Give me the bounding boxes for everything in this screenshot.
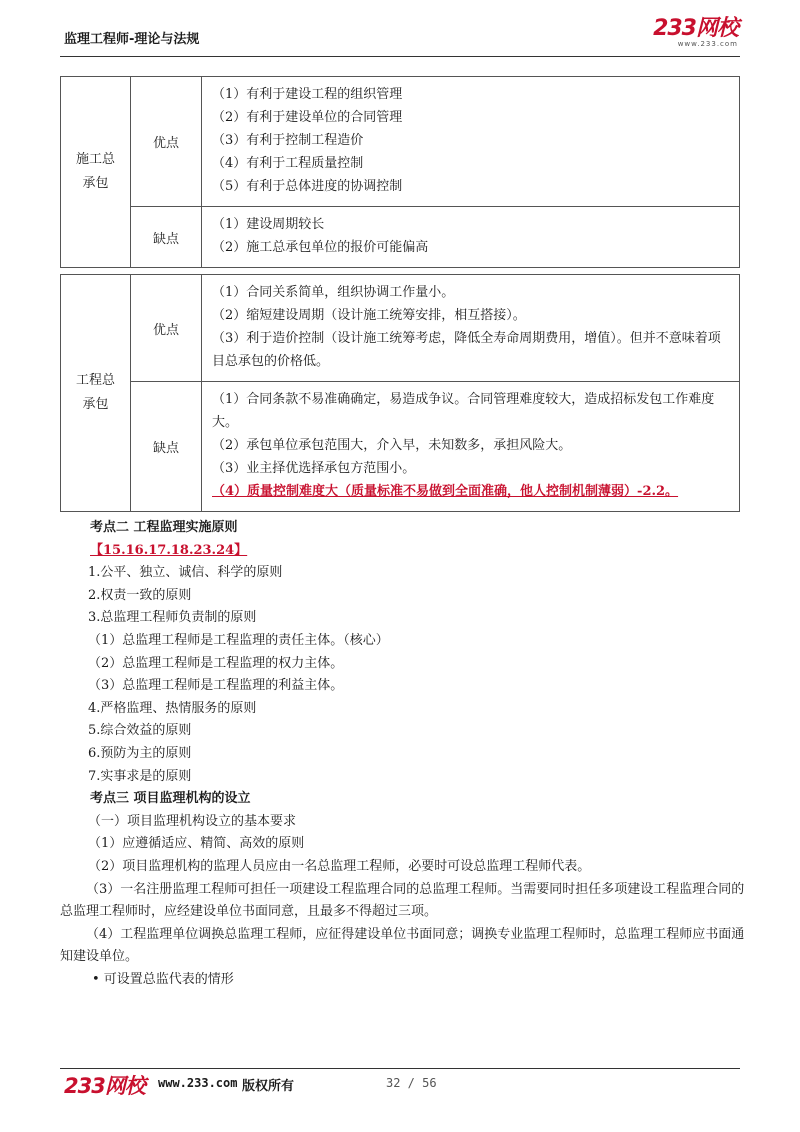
principle-item: 5.综合效益的原则: [88, 723, 192, 739]
pros-item: （5）有利于总体进度的协调控制: [212, 179, 403, 194]
principle-item: 2.权责一致的原则: [88, 587, 192, 603]
principle-subitem: （3）总监理工程师是工程监理的利益主体。: [88, 678, 344, 694]
cons-item: （1）建设周期较长: [212, 217, 325, 232]
group-label: [61, 275, 131, 512]
cons-item: （3）业主择优选择承包方范围小。: [212, 461, 416, 476]
cons-label: 缺点: [131, 207, 202, 268]
exam-years-tag: 【15.16.17.18.23.24】: [90, 542, 248, 558]
cons-cell: [202, 382, 740, 512]
main-content: [60, 517, 748, 991]
principle-item: 1.公平、独立、诚信、科学的原则: [88, 565, 283, 581]
logo-url: www.233.com: [677, 40, 738, 48]
cons-item: （1）合同条款不易准确确定，易造成争议。合同管理难度较大，造成招标发包工作难度大。: [212, 392, 715, 430]
subsection-title: （一）项目监理机构设立的基本要求: [88, 813, 297, 829]
principle-item: 3.总监理工程师负责制的原则: [88, 610, 257, 626]
cons-cell: [202, 207, 740, 268]
requirement-paragraph: （3）一名注册监理工程师可担任一项建设工程监理合同的总监理工程师。当需要同时担任多项建设工程监理合同的总监理工程师时，应经建设单位书面同意，且最多不得超过三项。: [60, 881, 745, 920]
section-heading: 考点三 项目监理机构的设立: [90, 791, 251, 807]
cons-item: （2）承包单位承包范围大，介入早，未知数多，承担风险大。: [212, 438, 572, 453]
principle-item: 6.预防为主的原则: [88, 745, 192, 761]
construction-general-contract-table: [60, 76, 740, 268]
footer-copyright: 版权所有: [242, 1079, 295, 1094]
pros-item: （1）有利于建设工程的组织管理: [212, 87, 403, 102]
pros-cell: [202, 275, 740, 382]
header-divider: [60, 56, 740, 57]
brand-logo: [653, 18, 738, 48]
group-label: [61, 77, 131, 268]
document-header-title: 监理工程师-理论与法规: [64, 32, 200, 47]
pros-label: 优点: [131, 275, 202, 382]
bullet-item: • 可设置总监代表的情形: [92, 971, 234, 987]
group-label-text: 工程总 承包: [75, 373, 115, 412]
pros-item: （3）利于造价控制（设计施工统筹考虑，降低全寿命周期费用，增值）。但并不意味着项目总承包的价格低。: [212, 331, 721, 369]
requirement-item: （2）项目监理机构的监理人员应由一名总监理工程师，必要时可设总监理工程师代表。: [88, 858, 591, 874]
cons-item-highlight: （4）质量控制难度大（质量标准不易做到全面准确，他人控制机制薄弱）-2.2。: [212, 484, 679, 499]
pros-item: （3）有利于控制工程造价: [212, 133, 364, 148]
pros-cell: [202, 77, 740, 207]
footer-divider: [60, 1068, 740, 1069]
principle-subitem: （1）总监理工程师是工程监理的责任主体。（核心）: [88, 632, 389, 648]
page-number: 32 / 56: [386, 1076, 437, 1090]
epc-contract-table: [60, 274, 740, 512]
principle-item: 7.实事求是的原则: [88, 768, 192, 784]
pros-label: 优点: [131, 77, 202, 207]
cons-item: （2）施工总承包单位的报价可能偏高: [212, 240, 429, 255]
footer-site-link[interactable]: www.233.com: [158, 1076, 238, 1090]
principle-subitem: （2）总监理工程师是工程监理的权力主体。: [88, 655, 344, 671]
footer-logo: 233网校: [64, 1074, 145, 1098]
pros-item: （2）有利于建设单位的合同管理: [212, 110, 403, 125]
pros-item: （4）有利于工程质量控制: [212, 156, 364, 171]
logo-text: 233网校: [653, 16, 738, 41]
group-label-text: 施工总 承包: [75, 152, 115, 191]
principle-item: 4.严格监理、热情服务的原则: [88, 700, 257, 716]
pros-item: （2）缩短建设周期（设计施工统筹安排，相互搭接）。: [212, 308, 526, 323]
pros-item: （1）合同关系简单，组织协调工作量小。: [212, 285, 455, 300]
requirement-paragraph: （4）工程监理单位调换总监理工程师，应征得建设单位书面同意；调换专业监理工程师时，总监理工程师应书面通知建设单位。: [60, 926, 745, 965]
cons-label: 缺点: [131, 382, 202, 512]
requirement-item: （1）应遵循适应、精简、高效的原则: [88, 836, 305, 852]
section-heading: 考点二 工程监理实施原则: [90, 520, 238, 535]
